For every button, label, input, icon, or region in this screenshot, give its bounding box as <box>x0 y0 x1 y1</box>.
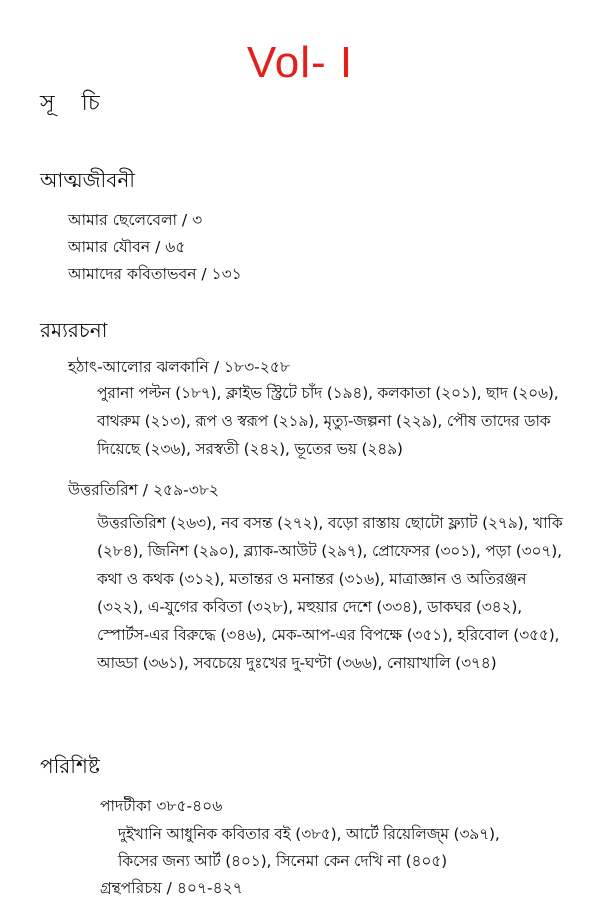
content-line: (২৮৪), জিনিশ (২৯০), ব্ল্যাক-আউট (২৯৭), প্রোফেসর (৩০১), পড়া (৩০৭), <box>97 542 562 560</box>
content-line: দুইখানি আধুনিক কবিতার বই (৩৮৫), আর্টে রিয়েলিজ্‌ম (৩৯৭), <box>118 825 500 843</box>
volume-label: Vol- I <box>246 38 354 87</box>
list-item: আমাদের কবিতাভবন / ১৩১ <box>68 265 242 283</box>
content-line: কিসের জন্য আর্ট (৪০১), সিনেমা কেন দেখি না (৪০৫) <box>118 852 447 870</box>
padtika-title: পাদটীকা ৩৮৫-৪০৬ <box>100 797 223 815</box>
section-heading-porishishto: পরিশিষ্ট <box>40 754 100 778</box>
content-line: আড্ডা (৩৬১), সবচেয়ে দুঃখের দু-ঘণ্টা (৩৬৬), নোয়াখালি (৩৭৪) <box>97 654 497 672</box>
page-title: সূ চি <box>40 91 110 116</box>
group-title: উত্তরতিরিশ / ২৫৯-৩৮২ <box>68 481 219 499</box>
content-line: বাথরুম (২১৩), রূপ ও স্বরূপ (২১৯), মৃত্যু-জল্পনা (২২৯), পৌষ তাদের ডাক <box>97 412 551 430</box>
group-title: হঠাৎ-আলোর ঝলকানি / ১৮৩-২৫৮ <box>68 358 290 376</box>
content-line: স্পোর্টস-এর বিরুদ্ধে (৩৪৬), মেক-আপ-এর বিপক্ষে (৩৫১), হরিবোল (৩৫৫), <box>97 626 560 644</box>
content-line: কথা ও কথক (৩১২), মতান্তর ও মনান্তর (৩১৬), মাত্রাজ্ঞান ও অতিরঞ্জন <box>97 570 527 588</box>
section-heading-rommyorochona: রম্যরচনা <box>40 318 108 342</box>
granthaporichoy-title: গ্রন্থপরিচয় / ৪০৭-৪২৭ <box>100 879 243 897</box>
content-line: পুরানা পল্টন (১৮৭), ক্লাইভ স্ট্রিটে চাঁদ (১৯৪), কলকাতা (২০১), ছাদ (২০৬), <box>97 384 559 402</box>
content-line: দিয়েছে (২৩৬), সরস্বতী (২৪২), ভূতের ভয় (২৪৯) <box>97 440 403 458</box>
content-line: (৩২২), এ-যুগের কবিতা (৩২৮), মহুয়ার দেশে (৩৩৪), ডাকঘর (৩৪২), <box>97 598 522 616</box>
list-item: আমার যৌবন / ৬৫ <box>68 238 186 256</box>
section-heading-atmajiboni: আত্মজীবনী <box>40 168 136 192</box>
list-item: আমার ছেলেবেলা / ৩ <box>68 211 203 229</box>
content-line: উত্তরতিরিশ (২৬৩), নব বসন্ত (২৭২), বড়ো রাস্তায় ছোটো ফ্ল্যাট (২৭৯), খাকি <box>97 514 563 532</box>
